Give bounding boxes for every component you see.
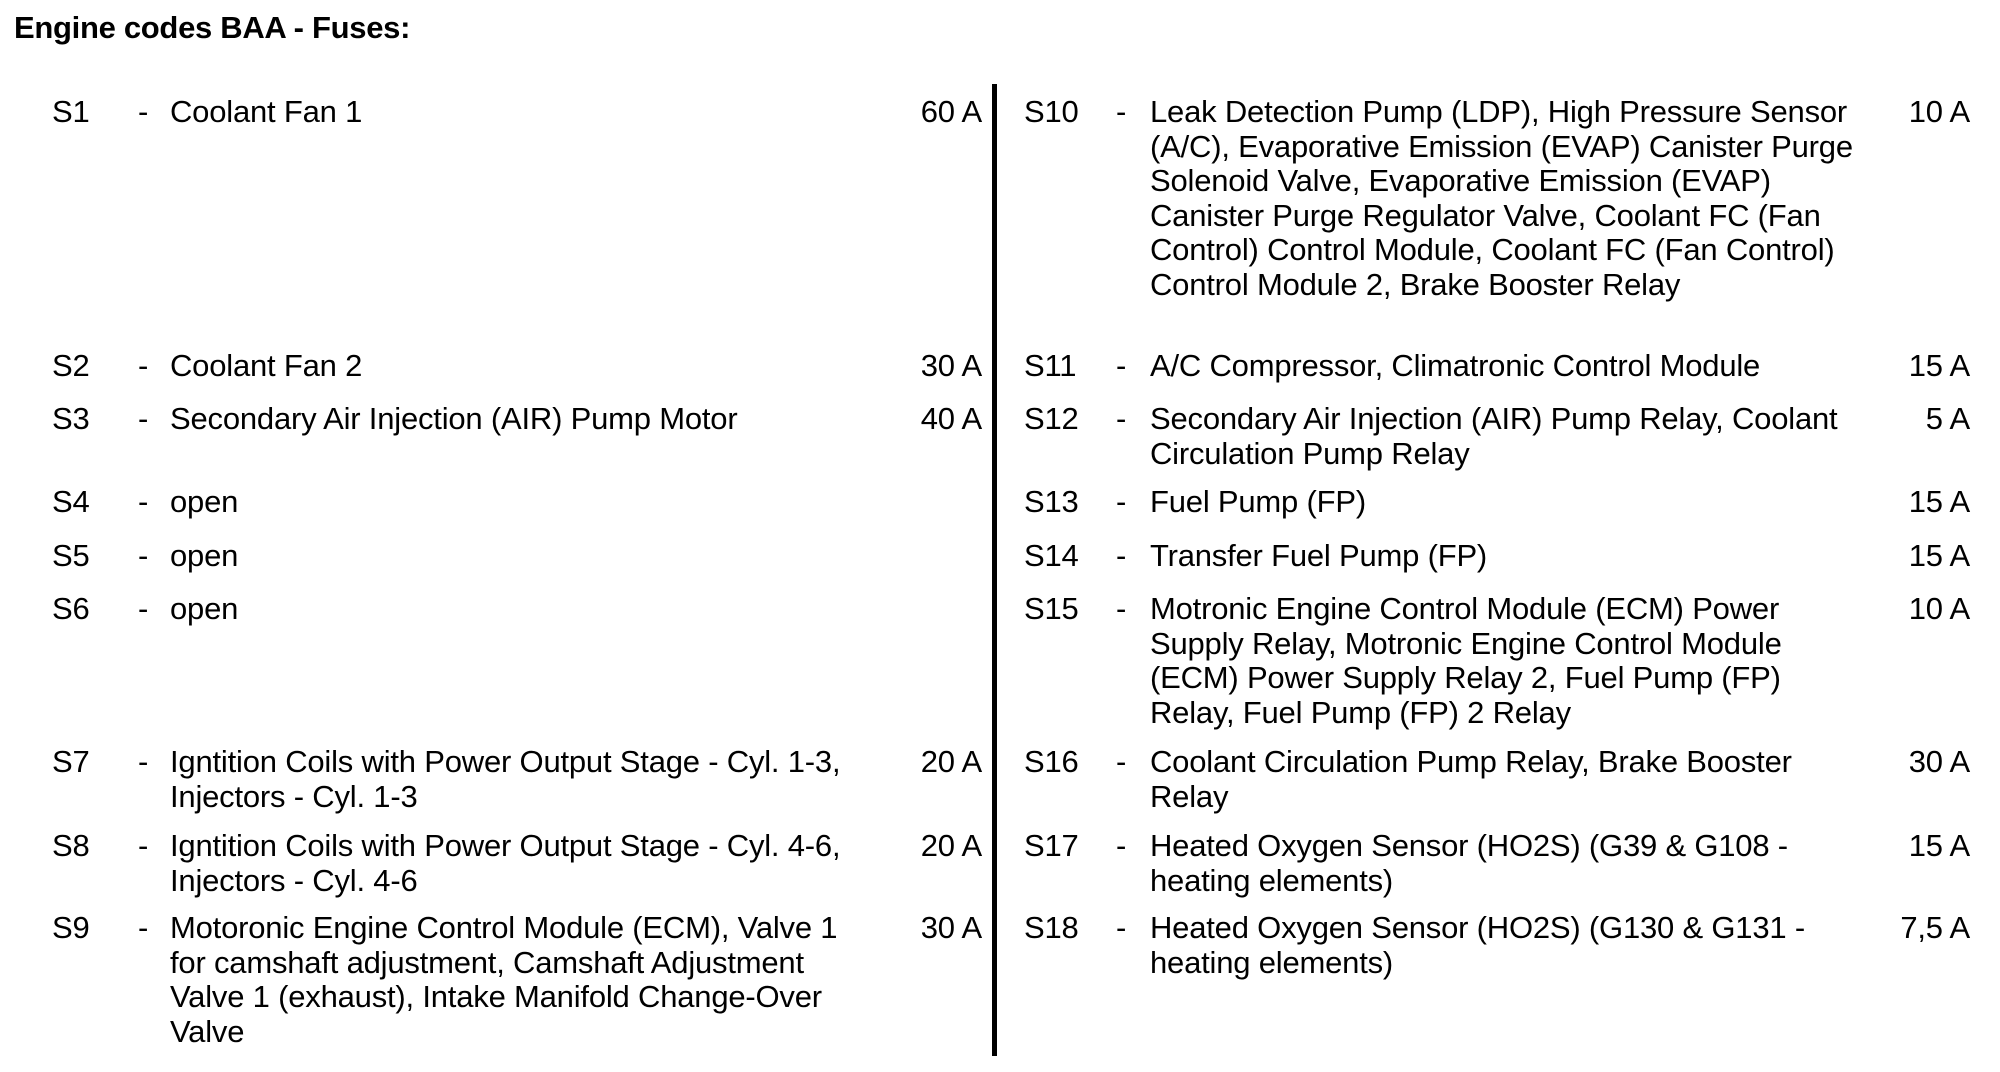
fuse-dash: - [1116, 348, 1127, 383]
fuse-code: S2 [52, 348, 90, 383]
fuse-description: Coolant Fan 2 [170, 348, 363, 383]
fuse-description: open [170, 538, 239, 573]
column-divider [992, 84, 997, 1056]
fuse-description: Transfer Fuel Pump (FP) [1150, 538, 1488, 573]
fuse-code: S11 [1024, 348, 1077, 383]
page-title: Engine codes BAA - Fuses: [14, 10, 411, 45]
fuse-code: S10 [1024, 94, 1079, 129]
fuse-description: Igntition Coils with Power Output Stage - Cyl. 1-3, Injectors - Cyl. 1-3 [170, 744, 841, 814]
fuse-amperage: 15 A [1908, 538, 1970, 573]
fuse-dash: - [1116, 744, 1127, 779]
fuse-amperage: 20 A [920, 744, 982, 779]
fuse-amperage: 10 A [1908, 94, 1970, 129]
fuse-dash: - [138, 744, 149, 779]
fuse-description: Coolant Circulation Pump Relay, Brake Booster Relay [1150, 744, 1792, 814]
fuse-amperage: 5 A [1925, 401, 1970, 436]
fuse-dash: - [1116, 94, 1127, 129]
fuse-dash: - [138, 910, 149, 945]
fuse-dash: - [138, 348, 149, 383]
fuse-amperage: 7,5 A [1900, 910, 1970, 945]
fuse-dash: - [1116, 828, 1127, 863]
fuse-description: A/C Compressor, Climatronic Control Module [1150, 348, 1761, 383]
fuse-dash: - [138, 401, 149, 436]
fuse-description: Coolant Fan 1 [170, 94, 363, 129]
fuse-description: Igntition Coils with Power Output Stage - Cyl. 4-6, Injectors - Cyl. 4-6 [170, 828, 841, 898]
fuse-description: open [170, 484, 239, 519]
fuse-code: S16 [1024, 744, 1079, 779]
fuse-description: Motoronic Engine Control Module (ECM), Valve 1 for camshaft adjustment, Camshaft Adjustment Valve 1 (exhaust), Intake Manifold Change-Over Valve [170, 910, 838, 1049]
fuse-description: Motronic Engine Control Module (ECM) Power Supply Relay, Motronic Engine Control Module (ECM) Power Supply Relay 2, Fuel Pump (FP) Relay, Fuel Pump (FP) 2 Relay [1150, 591, 1782, 730]
fuse-code: S8 [52, 828, 90, 863]
fuse-description: Fuel Pump (FP) [1150, 484, 1366, 519]
fuse-amperage: 10 A [1908, 591, 1970, 626]
fuse-dash: - [138, 591, 149, 626]
fuse-dash: - [1116, 401, 1127, 436]
fuse-code: S15 [1024, 591, 1079, 626]
fuse-amperage: 30 A [920, 348, 982, 383]
fuse-code: S6 [52, 591, 90, 626]
fuse-code: S9 [52, 910, 90, 945]
fuse-code: S13 [1024, 484, 1079, 519]
fuse-code: S7 [52, 744, 90, 779]
fuse-amperage: 60 A [920, 94, 982, 129]
fuse-description: Secondary Air Injection (AIR) Pump Motor [170, 401, 738, 436]
fuse-dash: - [138, 484, 149, 519]
fuse-amperage: 15 A [1908, 828, 1970, 863]
fuse-dash: - [1116, 484, 1127, 519]
fuse-code: S1 [52, 94, 90, 129]
fuse-dash: - [138, 828, 149, 863]
fuse-amperage: 20 A [920, 828, 982, 863]
fuse-code: S17 [1024, 828, 1079, 863]
fuse-code: S4 [52, 484, 90, 519]
fuse-code: S14 [1024, 538, 1079, 573]
fuse-code: S12 [1024, 401, 1079, 436]
fuse-dash: - [1116, 591, 1127, 626]
fuse-amperage: 30 A [920, 910, 982, 945]
fuse-dash: - [138, 538, 149, 573]
fuse-amperage: 15 A [1908, 484, 1970, 519]
fuse-dash: - [138, 94, 149, 129]
fuse-description: open [170, 591, 239, 626]
fuse-amperage: 40 A [920, 401, 982, 436]
fuse-dash: - [1116, 910, 1127, 945]
fuse-description: Leak Detection Pump (LDP), High Pressure Sensor (A/C), Evaporative Emission (EVAP) Canister Purge Solenoid Valve, Evaporative Emission (EVAP) Canister Purge Regulator Valve, Coolant FC (Fan Control) Control Module, Coolant FC (Fan Control) Control Module 2, Brake Booster Relay [1150, 94, 1853, 302]
fuse-amperage: 30 A [1908, 744, 1970, 779]
fuse-amperage: 15 A [1908, 348, 1970, 383]
fuse-description: Secondary Air Injection (AIR) Pump Relay, Coolant Circulation Pump Relay [1150, 401, 1838, 471]
fuse-dash: - [1116, 538, 1127, 573]
fuse-code: S3 [52, 401, 90, 436]
fuse-code: S18 [1024, 910, 1079, 945]
fuse-description: Heated Oxygen Sensor (HO2S) (G130 & G131 - heating elements) [1150, 910, 1805, 980]
fuse-description: Heated Oxygen Sensor (HO2S) (G39 & G108 - heating elements) [1150, 828, 1788, 898]
fuse-code: S5 [52, 538, 90, 573]
